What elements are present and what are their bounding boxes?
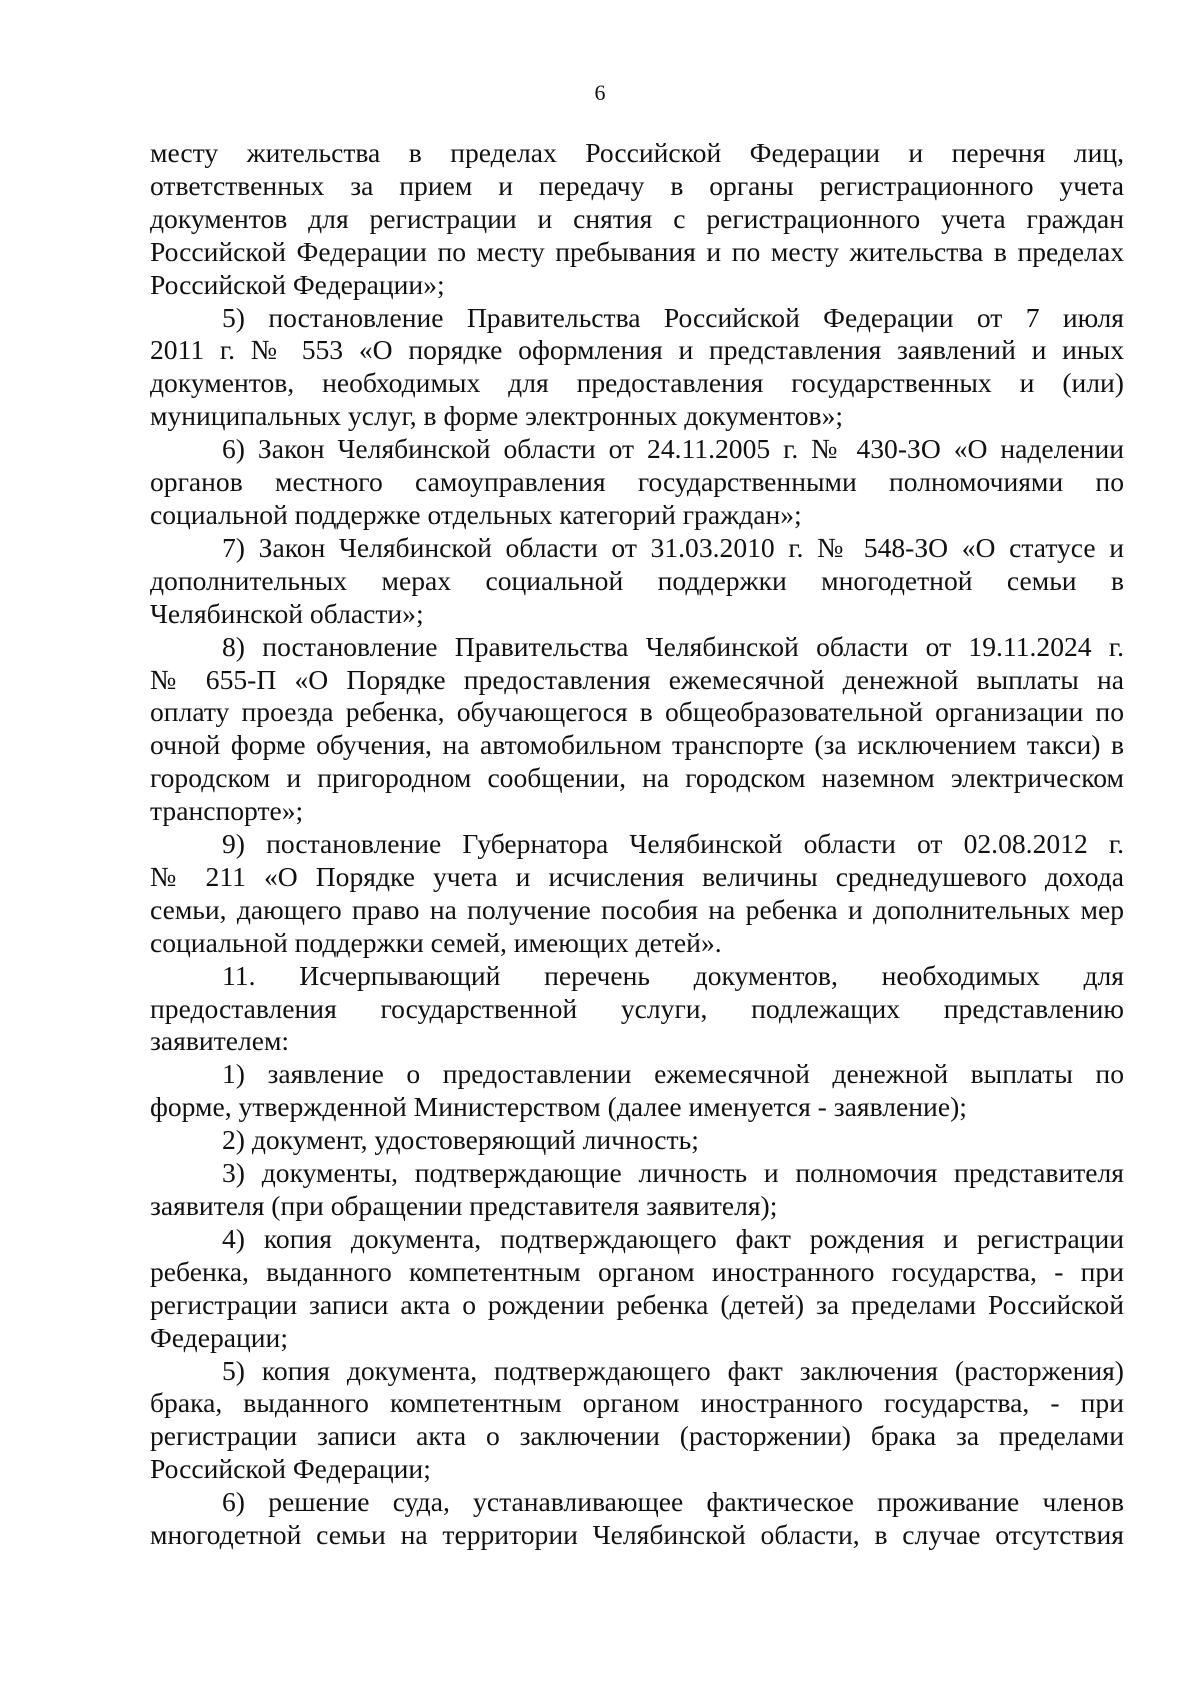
text-line: Российской Федерации; <box>150 1453 431 1485</box>
text-line: 5) копия документа, подтверждающего факт заключения (расторжения) <box>222 1354 1124 1386</box>
text-line: регистрации записи акта о рождении ребенка (детей) за пределами Российской <box>150 1288 1124 1320</box>
text-line: № 211 «О Порядке учета и исчисления величины среднедушевого дохода <box>150 860 1124 892</box>
text-line: многодетной семьи на территории Челябинской области, в случае отсутствия <box>150 1519 1124 1551</box>
text-line: 6) Закон Челябинской области от 24.11.2005 г. № 430-ЗО «О наделении <box>222 433 1124 465</box>
text-line: ответственных за прием и передачу в органы регистрационного учета <box>150 169 1124 201</box>
text-line: 5) постановление Правительства Российской Федерации от 7 июля <box>222 301 1124 333</box>
text-line: 9) постановление Губернатора Челябинской области от 02.08.2012 г. <box>222 828 1124 860</box>
text-line: органов местного самоуправления государственными полномочиями по <box>150 466 1124 498</box>
text-line: Российской Федерации по месту пребывания и по месту жительства в пределах <box>150 235 1124 267</box>
body-text <box>150 137 1124 1552</box>
text-line: предоставления государственной услуги, подлежащих представлению <box>150 992 1124 1024</box>
text-line: 7) Закон Челябинской области от 31.03.2010 г. № 548-ЗО «О статусе и <box>222 531 1124 563</box>
text-line: социальной поддержки семей, имеющих детей». <box>150 926 722 958</box>
text-line: № 655-П «О Порядке предоставления ежемесячной денежной выплаты на <box>150 663 1124 695</box>
text-line: 11. Исчерпывающий перечень документов, необходимых для <box>222 959 1124 991</box>
text-line: 8) постановление Правительства Челябинской области от 19.11.2024 г. <box>222 630 1124 662</box>
text-line: транспорте»; <box>150 795 304 827</box>
text-line: 3) документы, подтверждающие личность и полномочия представителя <box>222 1157 1124 1189</box>
text-line: оплату проезда ребенка, обучающегося в общеобразовательной организации по <box>150 696 1124 728</box>
text-line: Челябинской области»; <box>150 597 424 629</box>
text-line: брака, выданного компетентным органом иностранного государства, - при <box>150 1387 1124 1419</box>
text-line: Федерации; <box>150 1321 288 1353</box>
text-line: документов, необходимых для предоставления государственных и (или) <box>150 367 1124 399</box>
text-line: социальной поддержке отдельных категорий граждан»; <box>150 498 802 530</box>
text-line: 2) документ, удостоверяющий личность; <box>222 1124 699 1156</box>
text-line: форме, утвержденной Министерством (далее именуется - заявление); <box>150 1091 967 1123</box>
text-line: документов для регистрации и снятия с регистрационного учета граждан <box>150 202 1124 234</box>
text-line: муниципальных услуг, в форме электронных документов»; <box>150 400 844 432</box>
text-line: 2011 г. № 553 «О порядке оформления и представления заявлений и иных <box>150 334 1124 366</box>
page-number: 6 <box>594 80 606 105</box>
text-line: очной форме обучения, на автомобильном транспорте (за исключением такси) в <box>150 729 1124 761</box>
text-line: 1) заявление о предоставлении ежемесячной денежной выплаты по <box>222 1058 1124 1090</box>
text-line: регистрации записи акта о заключении (расторжении) брака за пределами <box>150 1420 1124 1452</box>
text-line: Российской Федерации»; <box>150 268 445 300</box>
text-line: городском и пригородном сообщении, на городском наземном электрическом <box>150 762 1124 794</box>
text-line: заявителем: <box>150 1025 290 1057</box>
text-line: ребенка, выданного компетентным органом иностранного государства, - при <box>150 1255 1124 1287</box>
text-line: 6) решение суда, устанавливающее фактическое проживание членов <box>222 1486 1124 1518</box>
text-line: семьи, дающего право на получение пособия на ребенка и дополнительных мер <box>150 893 1124 925</box>
text-line: дополнительных мерах социальной поддержки многодетной семьи в <box>150 564 1124 596</box>
text-line: месту жительства в пределах Российской Федерации и перечня лиц, <box>150 137 1124 168</box>
text-line: 4) копия документа, подтверждающего факт рождения и регистрации <box>222 1222 1124 1254</box>
text-line: заявителя (при обращении представителя заявителя); <box>150 1190 778 1221</box>
